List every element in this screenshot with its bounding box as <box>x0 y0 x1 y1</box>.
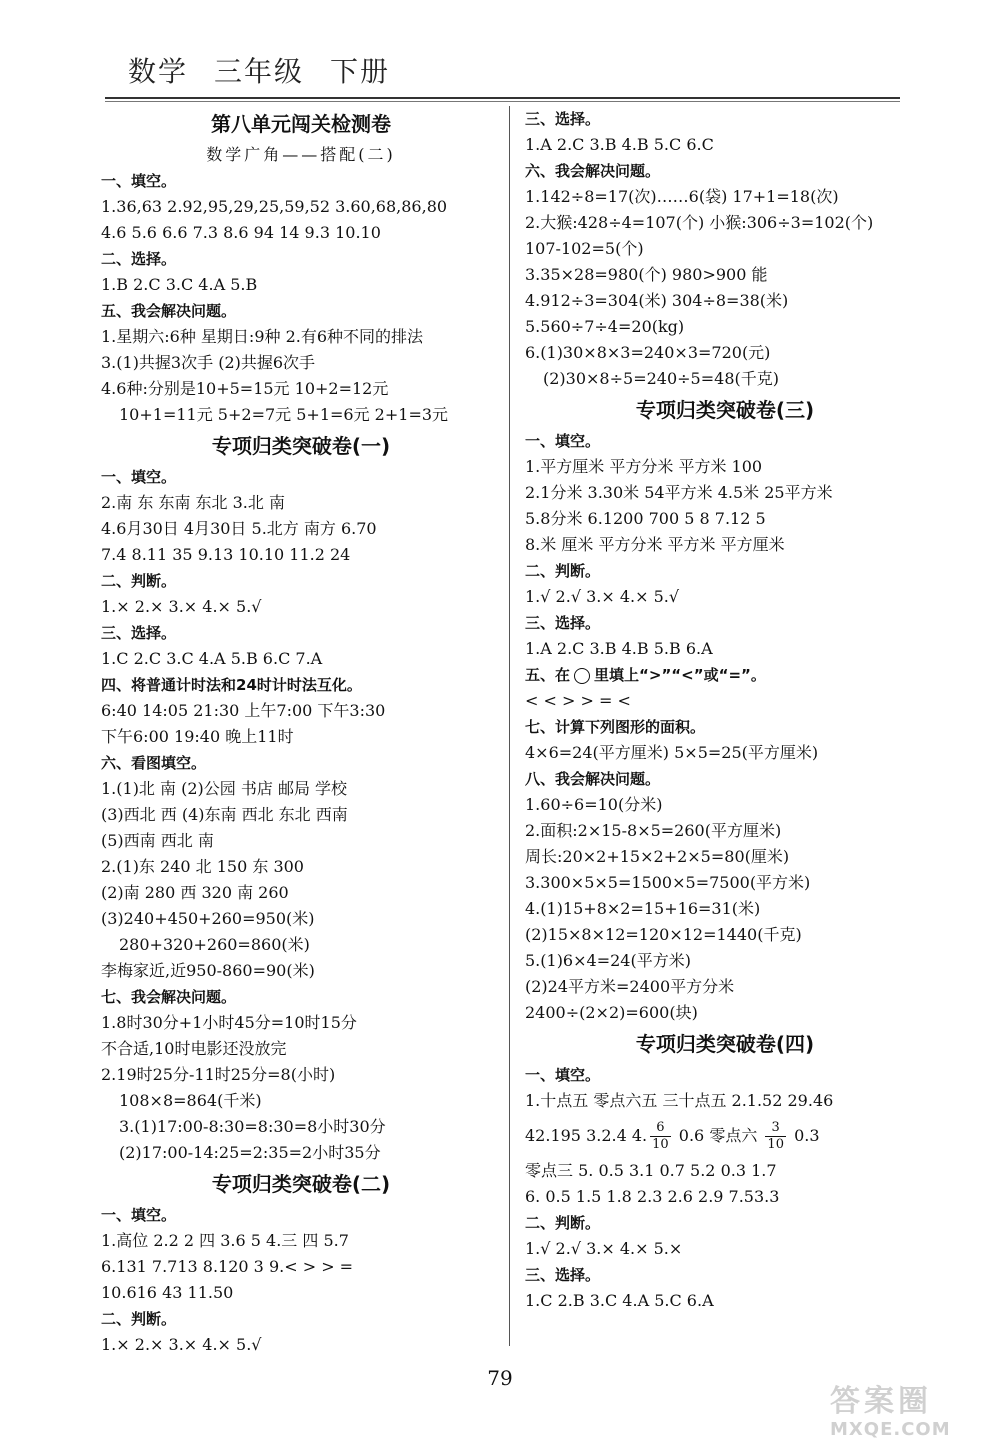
special3-body-a <box>525 428 925 662</box>
answer-line: 2.南 东 东南 东北 3.北 南 <box>101 493 285 512</box>
answer-line: 2400÷(2×2)=600(块) <box>525 1003 698 1022</box>
answer-line: 3.(1)17:00-8:30=8:30=8小时30分 <box>119 1117 386 1136</box>
answer-line: 零点三 5. 0.5 3.1 0.7 5.2 0.3 1.7 <box>525 1161 777 1180</box>
header-subject: 数学 <box>128 55 189 88</box>
answer-line: (2)17:00-14:25=2:35=2小时35分 <box>119 1143 381 1162</box>
section-heading: 二、判断。 <box>525 562 601 580</box>
answer-line: 4.912÷3=304(米) 304÷8=38(米) <box>525 291 789 310</box>
section-heading: 六、我会解决问题。 <box>525 162 661 180</box>
answer-line: 2.1分米 3.30米 54平方米 4.5米 25平方米 <box>525 483 833 502</box>
answer-line: (2)24平方米=2400平方分米 <box>525 977 735 996</box>
page-header <box>128 50 416 90</box>
answer-line: 3.300×5×5=1500×5=7500(平方米) <box>525 873 811 892</box>
answer-line: 1.36,63 2.92,95,29,25,59,52 3.60,68,86,80 <box>101 197 448 216</box>
answer-line: 280+320+260=860(米) <box>119 935 310 954</box>
answer-line: 1.B 2.C 3.C 4.A 5.B <box>101 275 258 294</box>
answer-line: 5.(1)6×4=24(平方米) <box>525 951 691 970</box>
answer-line: 1.× 2.× 3.× 4.× 5.√ <box>101 1335 262 1354</box>
answer-line: 下午6:00 19:40 晚上11时 <box>101 727 294 746</box>
answer-line: 1.平方厘米 平方分米 平方米 100 <box>525 457 763 476</box>
header-rule <box>105 97 900 99</box>
section-heading: 七、我会解决问题。 <box>101 988 237 1006</box>
answer-line: 1.142÷8=17(次)……6(袋) 17+1=18(次) <box>525 187 839 206</box>
header-volume: 下册 <box>330 55 391 88</box>
unit8-title: 第八单元闯关检测卷 <box>211 112 391 136</box>
answer-line: (2)30×8÷5=240÷5=48(千克) <box>543 369 779 388</box>
page-number: 79 <box>487 1366 513 1390</box>
answer-line: 10+1=11元 5+2=7元 5+1=6元 2+1=3元 <box>119 405 449 424</box>
answer-line: 2.大猴:428÷4=107(个) 小猴:306÷3=102(个) <box>525 213 874 232</box>
answer-line: 5.8分米 6.1200 700 5 8 7.12 5 <box>525 509 766 528</box>
circle-icon <box>574 668 590 684</box>
answer-line: 2.(1)东 240 北 150 东 300 <box>101 857 304 876</box>
compare-instruction: 五、在 里填上“>”“<”或“=”。 <box>525 666 766 684</box>
answer-line: 1.8时30分+1小时45分=10时15分 <box>101 1013 357 1032</box>
section-heading: 二、判断。 <box>525 1214 601 1232</box>
column-divider <box>509 106 510 1346</box>
answer-line: 1.高位 2.2 2 四 3.6 5 4.三 四 5.7 <box>101 1231 349 1250</box>
special4-fraction-line: 42.195 3.2.4 4. $\frac{6}{10}$ 0.6 零点六 $\frac{3}{10}$ 0.3 <box>525 1120 820 1152</box>
section-heading: 二、选择。 <box>101 250 177 268</box>
special2-body <box>101 1202 501 1358</box>
answer-line: 108×8=864(千米) <box>119 1091 262 1110</box>
section-heading: 八、我会解决问题。 <box>525 770 661 788</box>
special4-body <box>525 1158 925 1314</box>
answer-line: 李梅家近,近950-860=90(米) <box>101 961 315 980</box>
right-column <box>525 106 925 1314</box>
answer-line: 1.A 2.C 3.B 4.B 5.B 6.A <box>525 639 713 658</box>
answer-line: 不合适,10时电影还没放完 <box>101 1039 287 1058</box>
answer-line: 周长:20×2+15×2+2×5=80(厘米) <box>525 847 790 866</box>
section-heading: 四、将普通计时法和24时计时法互化。 <box>101 676 362 694</box>
special1-body <box>101 464 501 1166</box>
section-heading: 二、判断。 <box>101 572 177 590</box>
answer-line: 2.面积:2×15-8×5=260(平方厘米) <box>525 821 782 840</box>
answer-line: 1.C 2.B 3.C 4.A 5.C 6.A <box>525 1291 714 1310</box>
answer-line: 1.星期六:6种 星期日:9种 2.有6种不同的排法 <box>101 327 424 346</box>
answer-line: 4×6=24(平方厘米) 5×5=25(平方厘米) <box>525 743 819 762</box>
section-heading: 七、计算下列图形的面积。 <box>525 718 706 736</box>
special2-title: 专项归类突破卷(二) <box>211 1172 391 1196</box>
special4-fill-label: 一、填空。 <box>525 1066 601 1084</box>
section-heading: 五、我会解决问题。 <box>101 302 237 320</box>
section-heading: 一、填空。 <box>101 468 177 486</box>
answer-line: 107-102=5(个) <box>525 239 644 258</box>
section-heading: 三、选择。 <box>525 614 601 632</box>
answer-line: 5.560÷7÷4=20(kg) <box>525 317 685 336</box>
answer-line: 1.√ 2.√ 3.× 4.× 5.√ <box>525 587 680 606</box>
answer-line: (2)南 280 西 320 南 260 <box>101 883 289 902</box>
answer-line: 1.A 2.C 3.B 4.B 5.C 6.C <box>525 135 714 154</box>
section-heading: 二、判断。 <box>101 1310 177 1328</box>
answer-line: 6:40 14:05 21:30 上午7:00 下午3:30 <box>101 701 386 720</box>
answer-line: 4.6种:分别是10+5=15元 10+2=12元 <box>101 379 389 398</box>
fraction-six-tenths: $\frac{6}{10}$ <box>652 1120 669 1152</box>
section-heading: 三、选择。 <box>525 1266 601 1284</box>
header-grade: 三年级 <box>214 55 305 88</box>
answer-line: 8.米 厘米 平方分米 平方米 平方厘米 <box>525 535 785 554</box>
special4-title: 专项归类突破卷(四) <box>635 1032 815 1056</box>
answer-line: 6.(1)30×8×3=240×3=720(元) <box>525 343 771 362</box>
answer-line: (3)西北 西 (4)东南 西北 东北 西南 <box>101 805 348 824</box>
answer-line: 1.√ 2.√ 3.× 4.× 5.× <box>525 1239 683 1258</box>
unit8-body <box>101 168 501 428</box>
watermark-logo: 答案圈 MXQE.COM <box>830 1384 951 1440</box>
answer-line: 1.60÷6=10(分米) <box>525 795 663 814</box>
answer-line: 10.616 43 11.50 <box>101 1283 234 1302</box>
special1-title: 专项归类突破卷(一) <box>211 434 391 458</box>
section-heading: 六、看图填空。 <box>101 754 207 772</box>
header-rule-thin <box>105 101 900 102</box>
answer-line: 6.131 7.713 8.120 3 9.< > > = <box>101 1257 354 1276</box>
section-heading: 一、填空。 <box>101 172 177 190</box>
answer-line: 7.4 8.11 35 9.13 10.10 11.2 24 <box>101 545 351 564</box>
fraction-three-tenths: $\frac{3}{10}$ <box>767 1120 784 1152</box>
section-heading: 三、选择。 <box>101 624 177 642</box>
answer-line: 1.(1)北 南 (2)公园 书店 邮局 学校 <box>101 779 348 798</box>
section-heading: 一、填空。 <box>525 432 601 450</box>
section-heading: 三、选择。 <box>525 110 601 128</box>
answer-line: 4.(1)15+8×2=15+16=31(米) <box>525 899 761 918</box>
answer-line: 6. 0.5 1.5 1.8 2.3 2.6 2.9 7.53.3 <box>525 1187 780 1206</box>
section-heading: 一、填空。 <box>101 1206 177 1224</box>
answer-line: (3)240+450+260=950(米) <box>101 909 315 928</box>
answer-line: 4.6月30日 4月30日 5.北方 南方 6.70 <box>101 519 377 538</box>
answer-line: 1.C 2.C 3.C 4.A 5.B 6.C 7.A <box>101 649 323 668</box>
answer-line: 3.(1)共握3次手 (2)共握6次手 <box>101 353 316 372</box>
answer-line: 1.× 2.× 3.× 4.× 5.√ <box>101 597 262 616</box>
right-top-body <box>525 106 925 392</box>
answer-line: < < > > = < <box>525 691 631 710</box>
answer-line: (2)15×8×12=120×12=1440(千克) <box>525 925 802 944</box>
unit8-subtitle: 数学广角——搭配(二) <box>206 145 396 164</box>
answer-line: 3.35×28=980(个) 980>900 能 <box>525 265 768 284</box>
special4-line1: 1.十点五 零点六五 三十点五 2.1.52 29.46 <box>525 1091 834 1110</box>
answer-line: 2.19时25分-11时25分=8(小时) <box>101 1065 336 1084</box>
left-column <box>101 106 501 1358</box>
special3-body-b <box>525 688 925 1026</box>
answer-line: (5)西南 西北 南 <box>101 831 214 850</box>
special3-title: 专项归类突破卷(三) <box>635 398 815 422</box>
answer-line: 4.6 5.6 6.6 7.3 8.6 94 14 9.3 10.10 <box>101 223 381 242</box>
